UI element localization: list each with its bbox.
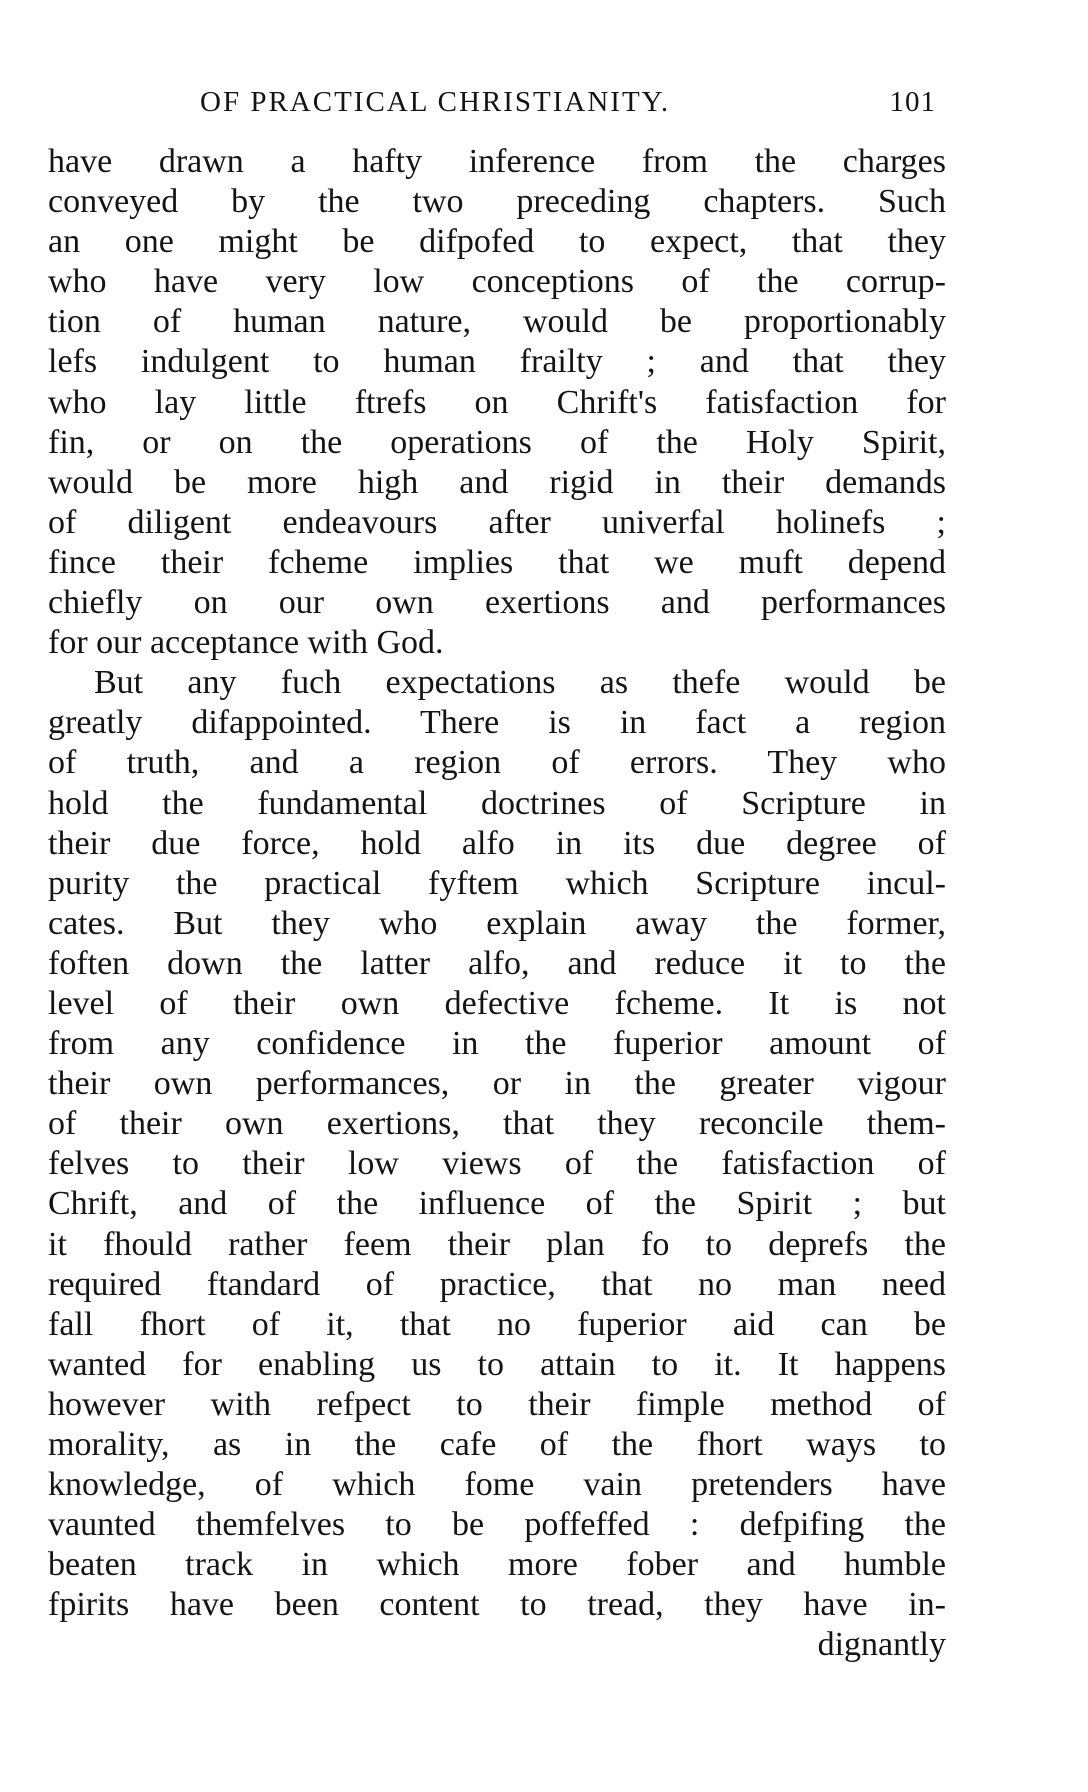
text-line: tion of human nature, would be proportionably bbox=[48, 303, 946, 341]
text-line: fin, or on the operations of the Holy Spirit, bbox=[48, 423, 946, 461]
text-line: beaten track in which more fober and humble bbox=[48, 1546, 946, 1584]
text-line: greatly difappointed. There is in fact a region bbox=[48, 704, 946, 742]
text-line: lefs indulgent to human frailty ; and that they bbox=[48, 343, 946, 381]
text-line: would be more high and rigid in their demands bbox=[48, 463, 946, 501]
page-number: 101 bbox=[889, 86, 936, 118]
text-line: foften down the latter alfo, and reduce it to the bbox=[48, 944, 946, 982]
text-line: it fhould rather feem their plan fo to deprefs the bbox=[48, 1225, 946, 1263]
text-line: morality, as in the cafe of the fhort ways to bbox=[48, 1426, 946, 1463]
text-line: of truth, and a region of errors. They who bbox=[48, 744, 946, 782]
text-line: hold the fundamental doctrines of Scripture in bbox=[48, 784, 946, 822]
text-line: who lay little ftrefs on Chrift's fatisfaction for bbox=[48, 383, 946, 421]
text-line: of diligent endeavours after univerfal holinefs ; bbox=[48, 503, 946, 541]
text-line: who have very low conceptions of the corrup- bbox=[48, 263, 946, 301]
text-line: of their own exertions, that they reconcile them- bbox=[48, 1105, 946, 1143]
text-line: cates. But they who explain away the former, bbox=[48, 904, 946, 942]
paragraph-end-line: for our acceptance with God. bbox=[48, 624, 444, 662]
text-line: fpirits have been content to tread, they have in- bbox=[48, 1586, 946, 1624]
text-line: conveyed by the two preceding chapters. Such bbox=[48, 183, 946, 221]
text-line: fince their fcheme implies that we muft depend bbox=[48, 543, 946, 581]
running-title: OF PRACTICAL CHRISTIANITY. bbox=[200, 86, 671, 118]
text-line: from any confidence in the fuperior amount of bbox=[48, 1025, 946, 1063]
text-line: chiefly on our own exertions and performances bbox=[48, 584, 946, 622]
text-line: an one might be difpofed to expect, that they bbox=[48, 223, 946, 261]
text-line: have drawn a hafty inference from the charges bbox=[48, 143, 946, 180]
text-line: required ftandard of practice, that no man need bbox=[48, 1265, 946, 1303]
paragraph-start-line: But any fuch expectations as thefe would be bbox=[94, 664, 946, 702]
text-line: however with refpect to their fimple method of bbox=[48, 1385, 946, 1423]
text-line: level of their own defective fcheme. It is not bbox=[48, 984, 946, 1022]
text-line: wanted for enabling us to attain to it. It happens bbox=[48, 1345, 946, 1383]
text-line: felves to their low views of the fatisfaction of bbox=[48, 1145, 946, 1183]
text-line: purity the practical fyftem which Scripture incul- bbox=[48, 864, 946, 902]
text-line: fall fhort of it, that no fuperior aid can be bbox=[48, 1305, 946, 1343]
text-line: knowledge, of which fome vain pretenders have bbox=[48, 1466, 946, 1504]
text-line: their due force, hold alfo in its due degree of bbox=[48, 824, 946, 862]
text-line: their own performances, or in the greater vigour bbox=[48, 1065, 946, 1103]
page-header bbox=[48, 86, 946, 126]
body-text bbox=[48, 142, 946, 1666]
catchword: dignantly bbox=[817, 1626, 946, 1664]
text-line: Chrift, and of the influence of the Spirit ; but bbox=[48, 1185, 946, 1223]
text-line: vaunted themfelves to be poffeffed : defpifing the bbox=[48, 1506, 946, 1544]
